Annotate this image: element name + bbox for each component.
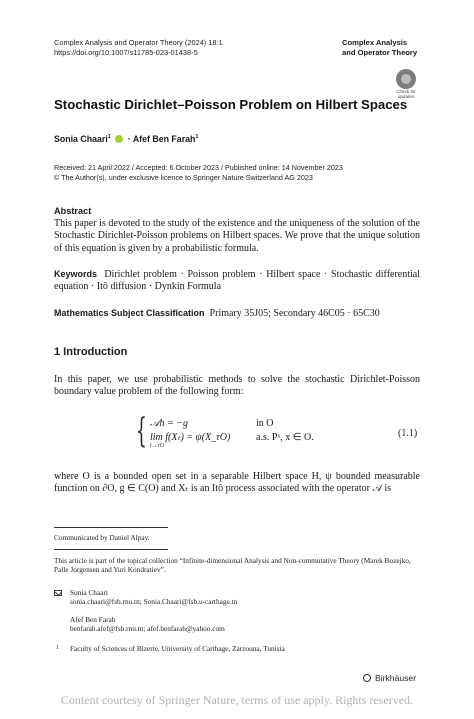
collection-note: This article is part of the topical collection “Infinite-dimensional Analysis and Non-commutative Theory (Marek Bozejko, Palle Jorgensen and Yuri Kondratiev”. [54,556,411,575]
intro-paragraph: where O is a bounded open set in a separable Hilbert space H, ψ bounded measurable function on ∂O, g ∈ C(O) and Xₜ is an Itô process associated with the operator 𝒜 is [54,471,420,495]
equation-line: 𝒜h = −g [150,418,188,429]
affiliation-mark: 1 [195,134,199,141]
journal-citation [54,38,223,58]
keywords-text: Dirichlet problem · Poisson problem · Hilbert space · Stochastic differential equation · Itô diffusion · Dynkin Formula [54,269,421,293]
journal-name-line2: and Operator Theory [342,48,418,57]
courtesy-watermark: Content courtesy of Springer Nature, terms of use apply. Rights reserved. [60,693,414,707]
mail-icon [54,590,62,596]
keywords-label: Keywords [54,269,98,279]
author-separator: · [127,134,131,144]
contact-block [70,588,237,606]
journal-volume-line: Complex Analysis and Operator Theory (2024) 18:1 [54,38,223,47]
author-list [54,134,198,144]
journal-name [342,38,420,58]
msc-label: Mathematics Subject Classification [54,308,205,318]
equation-brace: { [136,411,147,451]
crossmark-icon [396,69,416,89]
orcid-icon[interactable] [115,135,123,143]
equation-condition: in O [256,418,274,429]
check-updates-line1: Check for [396,89,416,94]
intro-paragraph: In this paper, we use probabilistic methods to solve the stochastic Dirichlet-Poisson boundary value problem of the following form: [54,374,420,398]
footnote-divider [54,549,168,550]
keywords [54,268,420,294]
equation-limit-subscript: t→τO [150,443,165,449]
equation-line: lim f(Xₜ) = ψ(X_τO) [150,432,231,443]
copyright-line: © The Author(s), under exclusive licence to Springer Nature Switzerland AG 2023 [54,173,313,182]
msc-classification [54,307,420,320]
publisher-logo-icon [363,674,371,682]
author-name[interactable]: Afef Ben Farah [132,134,196,144]
dates-line: Received: 21 April 2022 / Accepted: 6 October 2023 / Published online: 14 November 2023 [54,163,343,172]
equation-condition: a.s. Pˣ, x ∈ O. [256,432,314,443]
article-title: Stochastic Dirichlet–Poisson Problem on Hilbert Spaces [54,97,408,112]
communicated-by-note: Communicated by Daniel Alpay. [54,533,150,542]
msc-text: Primary 35J05; Secondary 46C05 · 65C30 [209,308,380,319]
publication-dates [54,163,343,183]
affiliation-number: 1 [56,645,59,651]
author-name[interactable]: Sonia Chaari [54,134,108,144]
contact-email[interactable]: sonia.chaari@fsb.rnu.tn; Sonia.Chaari@fsb.u-carthage.tn [70,597,238,607]
abstract-heading: Abstract [54,206,92,216]
contact-name: Sonia Chaari [70,588,108,597]
contact-email[interactable]: benfarah.afef@fsb.rnu.tn; afef.benfarah@yahoo.com [70,624,225,634]
journal-name-line1: Complex Analysis [342,38,408,47]
abstract-text: This paper is devoted to the study of the existence and the uniqueness of the solution of the Stochastic Dirichlet-Poisson problems on Hilbert spaces. We prove that the unique solution of this equation is given by a probabilistic formula. [54,218,420,254]
affiliation-mark: 1 [107,134,111,141]
affiliation-text: Faculty of Sciences of Bizerte, University of Carthage, Zarzouna, Tunisia [70,644,285,653]
section-heading: 1 Introduction [54,346,128,358]
doi-link[interactable]: https://doi.org/10.1007/s11785-023-01438-5 [54,48,198,57]
footnote-divider [54,527,168,528]
check-updates-line2: updates [397,94,415,100]
contact-block [70,615,225,633]
equation-number: (1.1) [398,428,418,439]
contact-name: Afef Ben Farah [70,615,116,624]
publisher-name: Birkhäuser [375,673,417,683]
